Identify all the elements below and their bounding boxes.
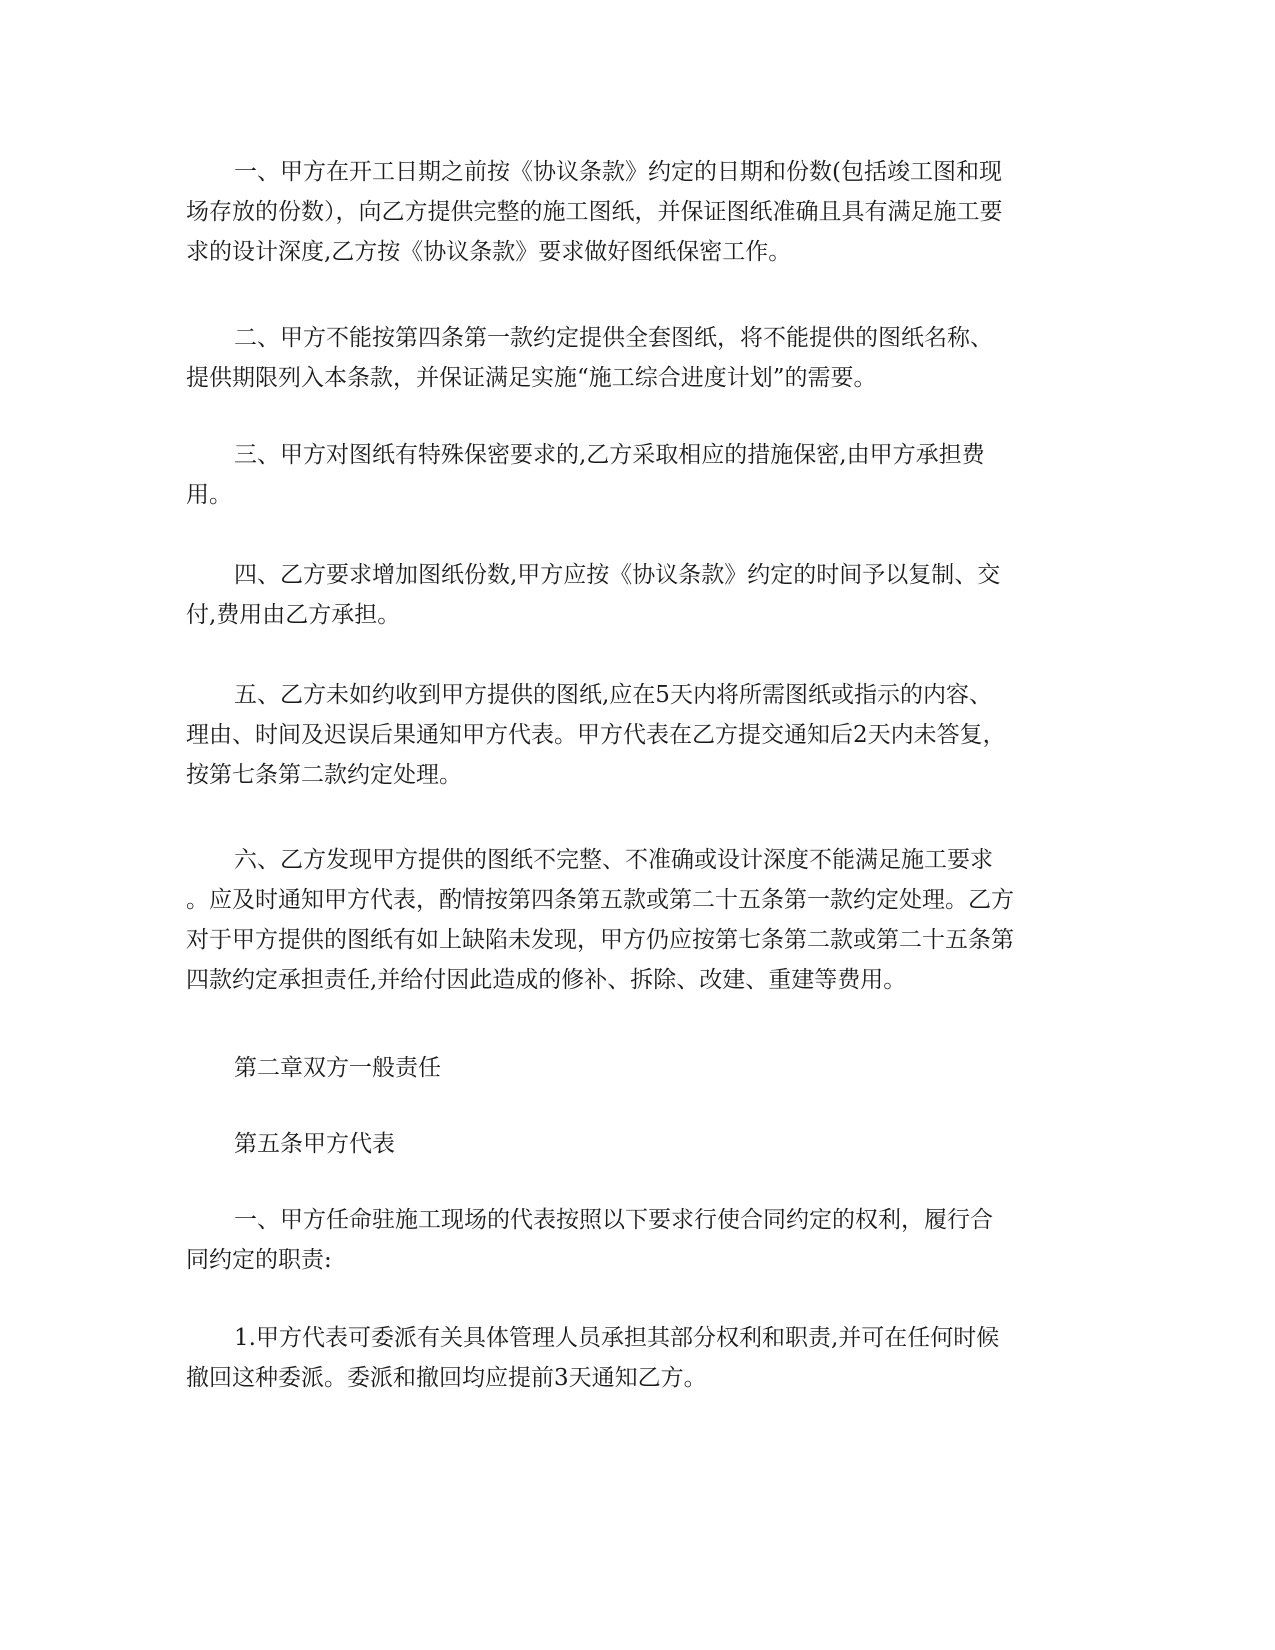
paragraph-line: 对于甲方提供的图纸有如上缺陷未发现，甲方仍应按第七条第二款或第二十五条第 bbox=[186, 927, 1014, 953]
paragraph-line: 四、乙方要求增加图纸份数,甲方应按《协议条款》约定的时间予以复制、交 bbox=[234, 562, 1001, 588]
article-heading bbox=[186, 1124, 1086, 1164]
paragraph-9 bbox=[186, 1200, 1086, 1280]
chapter-heading bbox=[186, 1048, 1086, 1088]
paragraph-line: 理由、时间及迟误后果通知甲方代表。甲方代表在乙方提交通知后2天内未答复， bbox=[186, 722, 1006, 748]
paragraph-line: 。应及时通知甲方代表，酌情按第四条第五款或第二十五条第一款约定处理。乙方 bbox=[186, 887, 1014, 913]
paragraph-line: 提供期限列入本条款，并保证满足实施“施工综合进度计划”的需要。 bbox=[186, 365, 877, 391]
paragraph-6 bbox=[186, 840, 1086, 1000]
paragraph-5 bbox=[186, 675, 1086, 795]
paragraph-line: 按第七条第二款约定处理。 bbox=[186, 762, 462, 788]
paragraph-line: 六、乙方发现甲方提供的图纸不完整、不准确或设计深度不能满足施工要求 bbox=[234, 847, 993, 873]
paragraph-line: 用。 bbox=[186, 482, 232, 508]
paragraph-line: 1.甲方代表可委派有关具体管理人员承担其部分权利和职责,并可在任何时候 bbox=[234, 1325, 1000, 1351]
paragraph-line: 第五条甲方代表 bbox=[234, 1131, 395, 1157]
paragraph-line: 同约定的职责: bbox=[186, 1247, 332, 1273]
paragraph-line: 撤回这种委派。委派和撤回均应提前3天通知乙方。 bbox=[186, 1365, 707, 1391]
paragraph-line: 三、甲方对图纸有特殊保密要求的,乙方采取相应的措施保密,由甲方承担费 bbox=[234, 442, 985, 468]
paragraph-line: 付,费用由乙方承担。 bbox=[186, 602, 401, 628]
paragraph-3 bbox=[186, 435, 1086, 515]
paragraph-line: 四款约定承担责任,并给付因此造成的修补、拆除、改建、重建等费用。 bbox=[186, 967, 907, 993]
paragraph-line: 五、乙方未如约收到甲方提供的图纸,应在5天内将所需图纸或指示的内容、 bbox=[234, 682, 992, 708]
paragraph-line: 场存放的份数），向乙方提供完整的施工图纸，并保证图纸准确且具有满足施工要 bbox=[186, 199, 1003, 225]
paragraph-line: 求的设计深度,乙方按《协议条款》要求做好图纸保密工作。 bbox=[186, 239, 792, 265]
paragraph-10 bbox=[186, 1318, 1086, 1398]
paragraph-line: 二、甲方不能按第四条第一款约定提供全套图纸，将不能提供的图纸名称、 bbox=[234, 325, 993, 351]
paragraph-line: 一、甲方任命驻施工现场的代表按照以下要求行使合同约定的权利，履行合 bbox=[234, 1207, 993, 1233]
paragraph-1 bbox=[186, 152, 1086, 272]
paragraph-line: 一、甲方在开工日期之前按《协议条款》约定的日期和份数(包括竣工图和现 bbox=[234, 159, 1002, 185]
paragraph-4 bbox=[186, 555, 1086, 635]
paragraph-2 bbox=[186, 318, 1086, 398]
paragraph-line: 第二章双方一般责任 bbox=[234, 1055, 441, 1081]
